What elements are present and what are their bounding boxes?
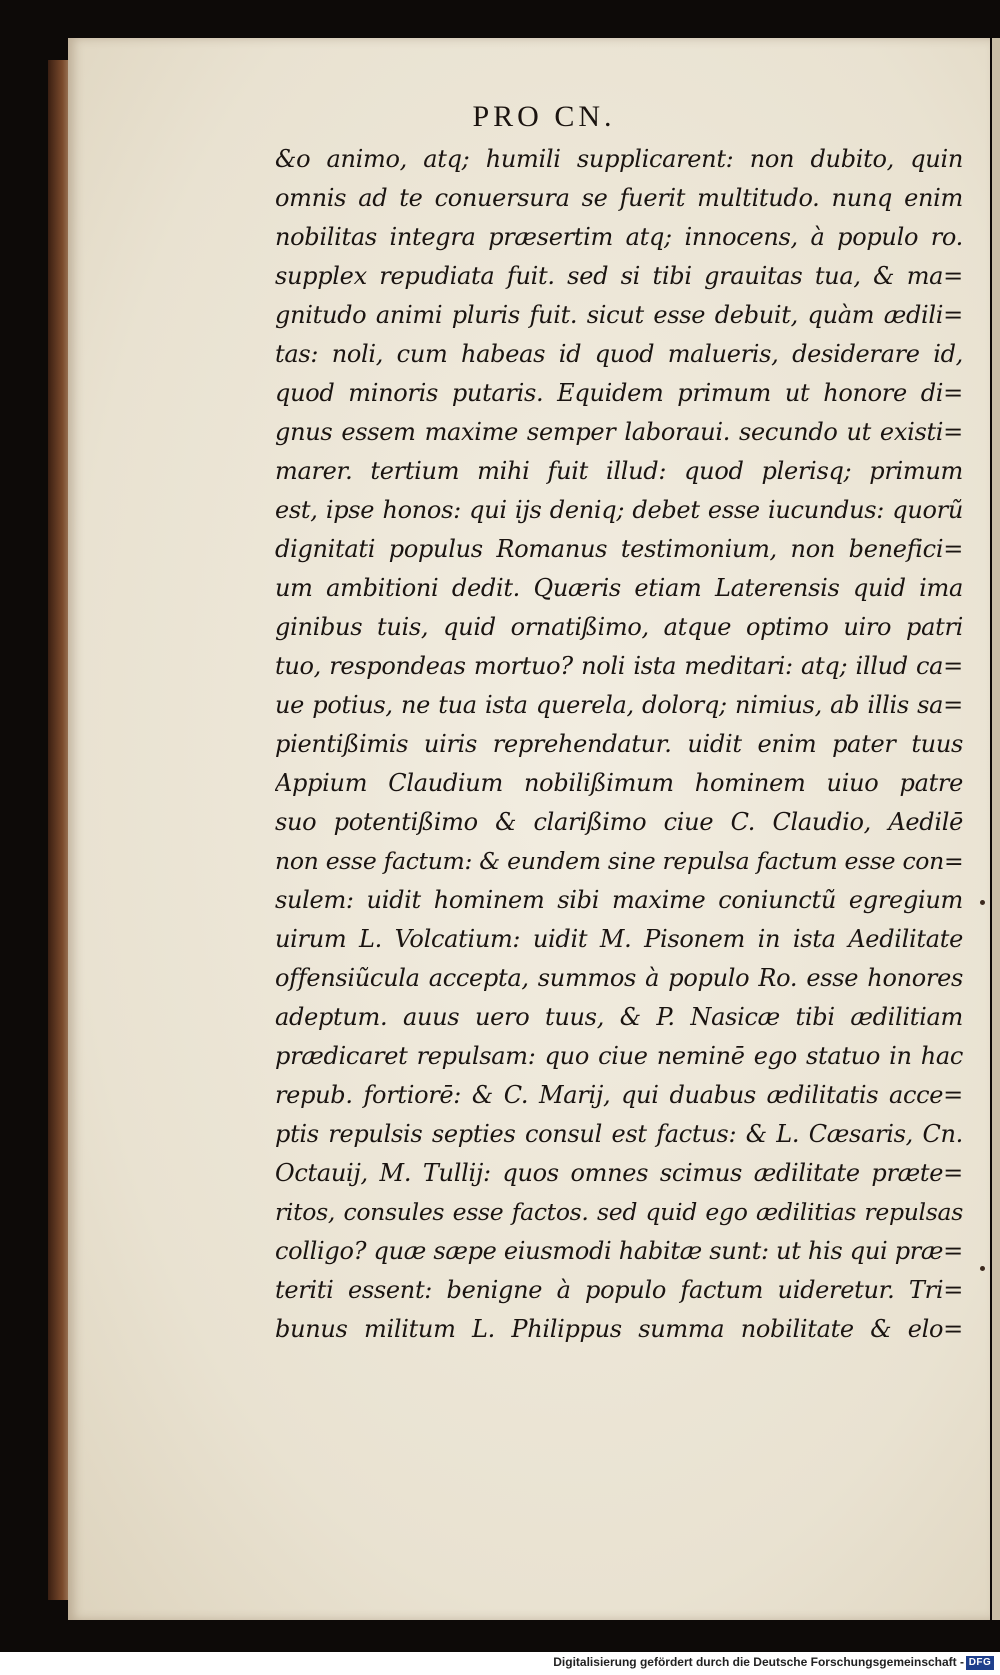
text-line: quod minoris putaris. Equidem primum ut honore di=	[275, 379, 963, 407]
text-line: bunus militum L. Philippus summa nobilitate & elo=	[275, 1315, 963, 1343]
text-line: sulem: uidit hominem sibi maxime coniunctũ egregium	[275, 886, 963, 914]
text-line: est, ipse honos: qui ijs deniq; debet esse iucundus: quorũ	[275, 496, 963, 524]
text-line: ue potius, ne tua ista querela, dolorq; nimius, ab illis sa=	[275, 691, 963, 719]
text-line: tas: noli, cum habeas id quod malueris, desiderare id,	[275, 340, 963, 368]
dfg-logo: DFG	[966, 1656, 994, 1670]
text-line: suo potentißimo & clarißimo ciue C. Claudio, Aedilē	[275, 808, 963, 836]
ink-spot	[980, 900, 985, 905]
text-line: Octauij, M. Tullij: quos omnes scimus ædilitate præte=	[275, 1159, 963, 1187]
running-head: PRO CN.	[472, 100, 616, 133]
text-line: tuo, respondeas mortuo? noli ista meditari: atq; illud ca=	[275, 652, 963, 680]
text-line: gnus essem maxime semper laboraui. secundo ut existi=	[275, 418, 963, 446]
book-page	[68, 38, 990, 1620]
text-line: nobilitas integra præsertim atq; innocens, à populo ro.	[275, 223, 963, 251]
page-edge	[992, 38, 1000, 1620]
text-line: omnis ad te conuersura se fuerit multitudo. nunq enim	[275, 184, 963, 212]
text-line: &o animo, atq; humili supplicarent: non dubito, quin	[275, 145, 963, 173]
text-line: offensiũcula accepta, summos à populo Ro. esse honores	[275, 964, 963, 992]
text-line: gnitudo animi pluris fuit. sicut esse debuit, quàm ædili=	[275, 301, 963, 329]
text-line: prædicaret repulsam: quo ciue neminē ego statuo in hac	[275, 1042, 963, 1070]
text-line: colligo? quæ sæpe eiusmodi habitæ sunt: ut his qui præ=	[275, 1237, 963, 1265]
text-line: repub. fortiorē: & C. Marij, qui duabus ædilitatis acce=	[275, 1081, 963, 1109]
text-line: adeptum. auus uero tuus, & P. Nasicæ tibi ædilitiam	[275, 1003, 963, 1031]
ink-spot	[980, 1266, 985, 1271]
text-line: ptis repulsis septies consul est factus: & L. Cæsaris, Cn.	[275, 1120, 963, 1148]
text-line: ginibus tuis, quid ornatißimo, atque optimo uiro patri	[275, 613, 963, 641]
body-text	[275, 140, 963, 1349]
funding-credit: Digitalisierung gefördert durch die Deutsche Forschungsgemeinschaft -	[553, 1655, 964, 1669]
text-line: supplex repudiata fuit. sed si tibi grauitas tua, & ma=	[275, 262, 963, 290]
text-line: teriti essent: benigne à populo factum uideretur. Tri=	[275, 1276, 963, 1304]
text-line: Appium Claudium nobilißimum hominem uiuo patre	[275, 769, 963, 797]
text-line: marer. tertium mihi fuit illud: quod plerisq; primum	[275, 457, 963, 485]
text-line: um ambitioni dedit. Quæris etiam Laterensis quid ima	[275, 574, 963, 602]
text-line: dignitati populus Romanus testimonium, non benefici=	[275, 535, 963, 563]
text-line: pientißimis uiris reprehendatur. uidit enim pater tuus	[275, 730, 963, 758]
text-line: ritos, consules esse factos. sed quid ego ædilitias repulsas	[275, 1198, 963, 1226]
text-line: non esse factum: & eundem sine repulsa factum esse con=	[275, 847, 963, 875]
digitization-footer	[0, 1652, 1000, 1675]
text-line: uirum L. Volcatium: uidit M. Pisonem in ista Aedilitate	[275, 925, 963, 953]
